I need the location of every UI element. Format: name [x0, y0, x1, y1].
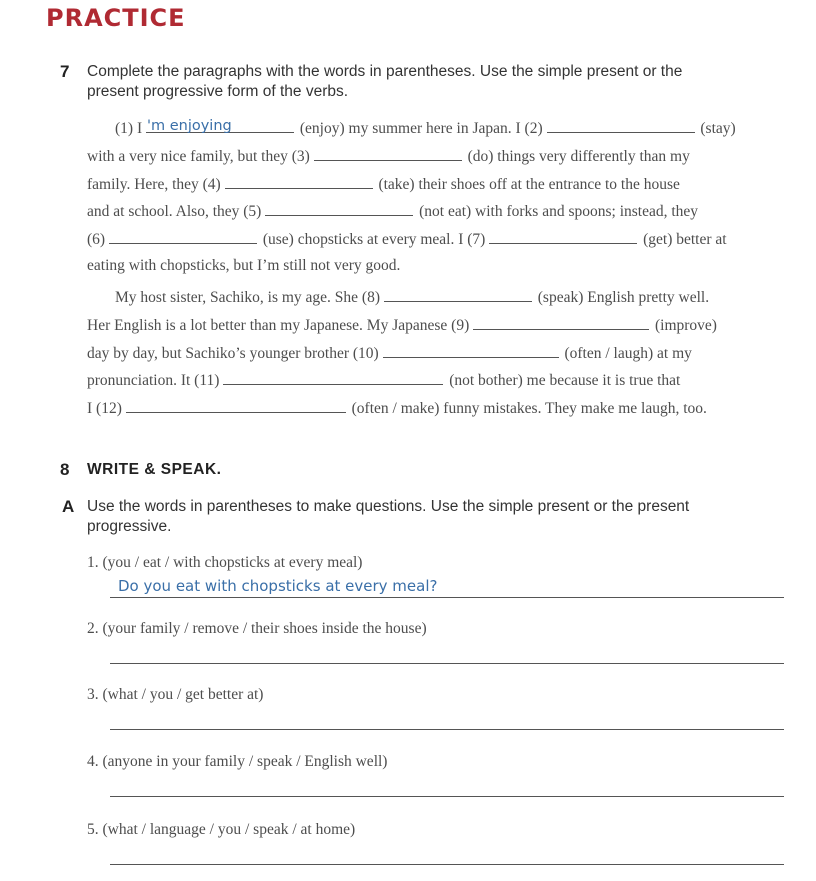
question-prompt: 5. (what / language / you / speak / at home) [87, 821, 356, 838]
fill-in-blank[interactable] [225, 174, 373, 189]
paragraph-text: (use) chopsticks at every meal. I (7) [258, 231, 490, 248]
paragraph-text: (enjoy) my summer here in Japan. I (2) [296, 120, 547, 137]
paragraph-text: I (12) [87, 400, 126, 417]
paragraph-line [87, 398, 707, 418]
fill-in-blank[interactable] [314, 146, 462, 161]
paragraph-text: (not bother) me because it is true that [445, 372, 681, 389]
exercise-8-title: WRITE & SPEAK. [87, 461, 222, 478]
fill-in-blank[interactable] [223, 370, 443, 385]
fill-in-blank[interactable] [489, 229, 637, 244]
answer-line[interactable] [110, 864, 784, 865]
fill-in-blank[interactable] [109, 229, 257, 244]
part-a-letter: A [62, 497, 75, 516]
exercise-8-number: 8 [60, 460, 70, 479]
part-a-instruction-line-1: Use the words in parentheses to make questions. Use the simple present or the present [87, 498, 690, 515]
paragraph-text: (get) better at [639, 231, 727, 248]
paragraph-text: with a very nice family, but they (3) [87, 148, 314, 165]
fill-in-blank[interactable] [473, 315, 649, 330]
paragraph-line [87, 343, 692, 363]
paragraph-line [87, 315, 717, 335]
answer-line[interactable] [110, 729, 784, 730]
fill-in-blank[interactable] [146, 118, 294, 133]
paragraph-line [87, 146, 690, 166]
paragraph-text: (do) things very differently than my [463, 148, 690, 165]
paragraph-text: (6) [87, 231, 109, 248]
fill-in-blank[interactable] [547, 118, 695, 133]
paragraph-line [87, 174, 680, 194]
paragraph-line [115, 287, 709, 307]
paragraph-text: (often / make) funny mistakes. They make me laugh, too. [347, 400, 707, 417]
answer-line[interactable] [110, 796, 784, 797]
paragraph-line [87, 229, 727, 249]
paragraph-text: (speak) English pretty well. [533, 289, 710, 306]
exercise-7-instruction-line-2: present progressive form of the verbs. [87, 83, 349, 100]
paragraph-text: (not eat) with forks and spoons; instead, they [415, 203, 699, 220]
paragraph-line [87, 257, 400, 275]
handwritten-answer: Do you eat with chopsticks at every meal? [118, 577, 438, 595]
paragraph-text: (stay) [696, 120, 736, 137]
handwritten-answer: 'm enjoying [147, 118, 232, 134]
paragraph-line [87, 201, 698, 221]
exercise-7-number: 7 [60, 62, 70, 81]
paragraph-line [87, 370, 680, 390]
paragraph-text: My host sister, Sachiko, is my age. She (8) [115, 289, 384, 306]
fill-in-blank[interactable] [265, 201, 413, 216]
question-prompt: 3. (what / you / get better at) [87, 686, 264, 703]
paragraph-text: pronunciation. It (11) [87, 372, 224, 389]
paragraph-text: (1) I [115, 120, 146, 137]
paragraph-text: and at school. Also, they (5) [87, 203, 266, 220]
exercise-7-instruction-line-1: Complete the paragraphs with the words in parentheses. Use the simple present or the [87, 63, 683, 80]
answer-line[interactable] [110, 663, 784, 664]
fill-in-blank[interactable] [126, 398, 346, 413]
paragraph-text: (take) their shoes off at the entrance to the house [374, 176, 680, 193]
question-prompt: 4. (anyone in your family / speak / English well) [87, 753, 388, 770]
paragraph-text: eating with chopsticks, but I’m still not very good. [87, 257, 401, 274]
page-title: PRACTICE [46, 4, 186, 32]
paragraph-line [115, 118, 736, 138]
fill-in-blank[interactable] [383, 343, 559, 358]
answer-line[interactable] [110, 597, 784, 598]
question-prompt: 1. (you / eat / with chopsticks at every meal) [87, 554, 363, 571]
paragraph-text: (often / laugh) at my [560, 345, 692, 362]
paragraph-text: Her English is a lot better than my Japanese. My Japanese (9) [87, 317, 474, 334]
paragraph-text: (improve) [651, 317, 717, 334]
paragraph-text: family. Here, they (4) [87, 176, 225, 193]
paragraph-text: day by day, but Sachiko’s younger brother (10) [87, 345, 383, 362]
fill-in-blank[interactable] [384, 287, 532, 302]
question-prompt: 2. (your family / remove / their shoes inside the house) [87, 620, 427, 637]
part-a-instruction-line-2: progressive. [87, 518, 172, 535]
